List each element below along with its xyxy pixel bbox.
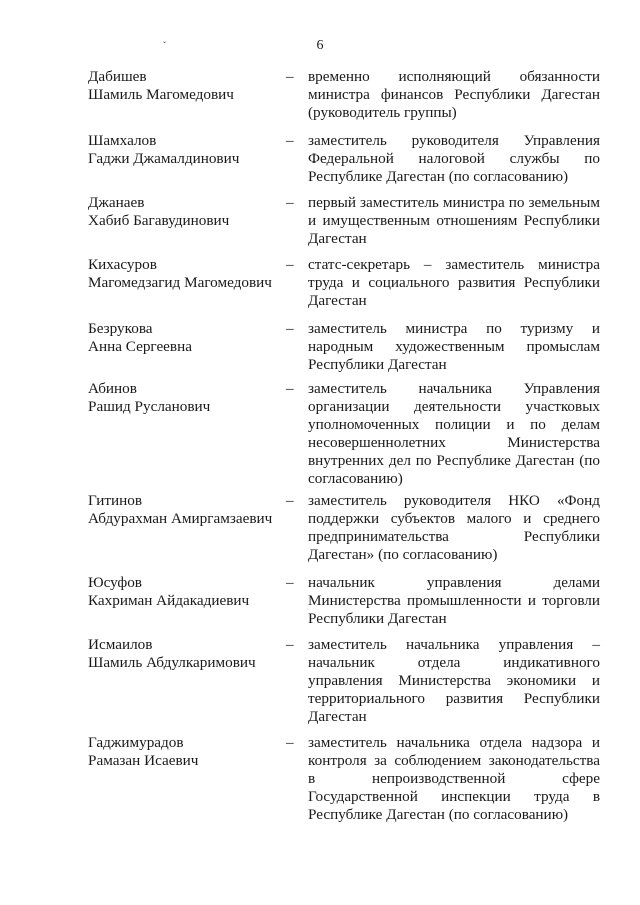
official-entry [88,574,600,628]
official-position [308,194,600,248]
official-position [308,132,600,186]
entry-dash: – [286,132,294,149]
position-line: Республике Дагестан (по согласованию) [308,806,569,823]
official-surname: Дабишев [88,68,147,85]
official-entry [88,68,600,122]
official-entry [88,320,600,374]
position-line: Дагестан [308,292,367,309]
official-entry [88,636,600,726]
position-line: контроля за соблюдением законодательства [308,752,600,769]
official-position [308,636,600,726]
position-line: территориального развития Республики [308,690,600,707]
position-line: министра финансов Республики Дагестан [308,86,600,103]
position-line: Дагестан» (по согласованию) [308,546,498,563]
official-name [88,380,288,416]
official-entry [88,256,600,310]
position-line: труда и социального развития Республики [308,274,600,291]
official-surname: Гитинов [88,492,142,509]
position-line: предпринимательства Республики [308,528,600,545]
official-name [88,68,288,104]
official-given-names: Шамиль Магомедович [88,86,234,103]
official-surname: Гаджимурадов [88,734,184,751]
position-line: заместитель министра по туризму и [308,320,600,337]
official-surname: Кихасуров [88,256,157,273]
official-surname: Юсуфов [88,574,142,591]
page-number: 6 [316,38,324,53]
official-entry [88,734,600,824]
entry-dash: – [286,320,294,337]
official-surname: Исмаилов [88,636,153,653]
position-line: (руководитель группы) [308,104,457,121]
position-line: Республики Дагестан [308,356,447,373]
official-name [88,256,288,292]
official-name [88,636,288,672]
official-given-names: Анна Сергеевна [88,338,192,355]
official-position [308,320,600,374]
official-given-names: Абдурахман Амиргамзаевич [88,510,273,527]
official-position [308,380,600,488]
official-name [88,574,288,610]
position-line: Республике Дагестан (по согласованию) [308,168,569,185]
entry-dash: – [286,380,294,397]
entry-dash: – [286,492,294,509]
entry-dash: – [286,194,294,211]
position-line: временно исполняющий обязанности [308,68,600,85]
official-name [88,734,288,770]
official-name [88,320,288,356]
position-line: Министерства промышленности и торговли [308,592,600,609]
official-name [88,194,288,230]
position-line: управления Министерства экономики и [308,672,600,689]
position-line: организации деятельности участковых [308,398,600,415]
official-given-names: Рамазан Исаевич [88,752,199,769]
official-position [308,734,600,824]
position-line: Дагестан [308,230,367,247]
position-line: первый заместитель министра по земельным [308,194,600,211]
position-line: внутренних дел по Республике Дагестан (по [308,452,600,469]
official-surname: Безрукова [88,320,153,337]
official-surname: Абинов [88,380,137,397]
official-given-names: Рашид Русланович [88,398,211,415]
official-entry [88,492,600,564]
official-name [88,132,288,168]
position-line: в непроизводственной сфере [308,770,600,787]
entry-dash: – [286,68,294,85]
official-entry [88,132,600,186]
position-line: Федеральной налоговой службы по [308,150,600,167]
position-line: статс-секретарь – заместитель министра [308,256,600,273]
official-position [308,68,600,122]
official-position [308,492,600,564]
entry-dash: – [286,734,294,751]
official-name [88,492,288,528]
official-position [308,574,600,628]
entry-dash: – [286,256,294,273]
scan-mark: ˇ [163,40,166,50]
position-line: заместитель руководителя НКО «Фонд [308,492,600,509]
position-line: Дагестан [308,708,367,725]
position-line: заместитель начальника Управления [308,380,600,397]
official-surname: Шамхалов [88,132,157,149]
position-line: заместитель руководителя Управления [308,132,600,149]
position-line: уполномоченных полиции и по делам [308,416,600,433]
official-given-names: Магомедзагид Магомедович [88,274,272,291]
position-line: согласованию) [308,470,403,487]
official-given-names: Кахриман Айдакадиевич [88,592,250,609]
official-entry [88,194,600,248]
position-line: и имущественным отношениям Республики [308,212,600,229]
official-surname: Джанаев [88,194,145,211]
official-given-names: Хабиб Багавудинович [88,212,230,229]
position-line: Государственной инспекции труда в [308,788,600,805]
position-line: начальник управления делами [308,574,600,591]
official-position [308,256,600,310]
official-given-names: Гаджи Джамалдинович [88,150,240,167]
position-line: заместитель начальника управления – [308,636,600,653]
position-line: несовершеннолетних Министерства [308,434,600,451]
official-given-names: Шамиль Абдулкаримович [88,654,256,671]
position-line: поддержки субъектов малого и среднего [308,510,600,527]
entry-dash: – [286,574,294,591]
official-entry [88,380,600,488]
position-line: народным художественным промыслам [308,338,600,355]
position-line: заместитель начальника отдела надзора и [308,734,600,751]
position-line: начальник отдела индикативного [308,654,600,671]
entry-dash: – [286,636,294,653]
position-line: Республики Дагестан [308,610,447,627]
